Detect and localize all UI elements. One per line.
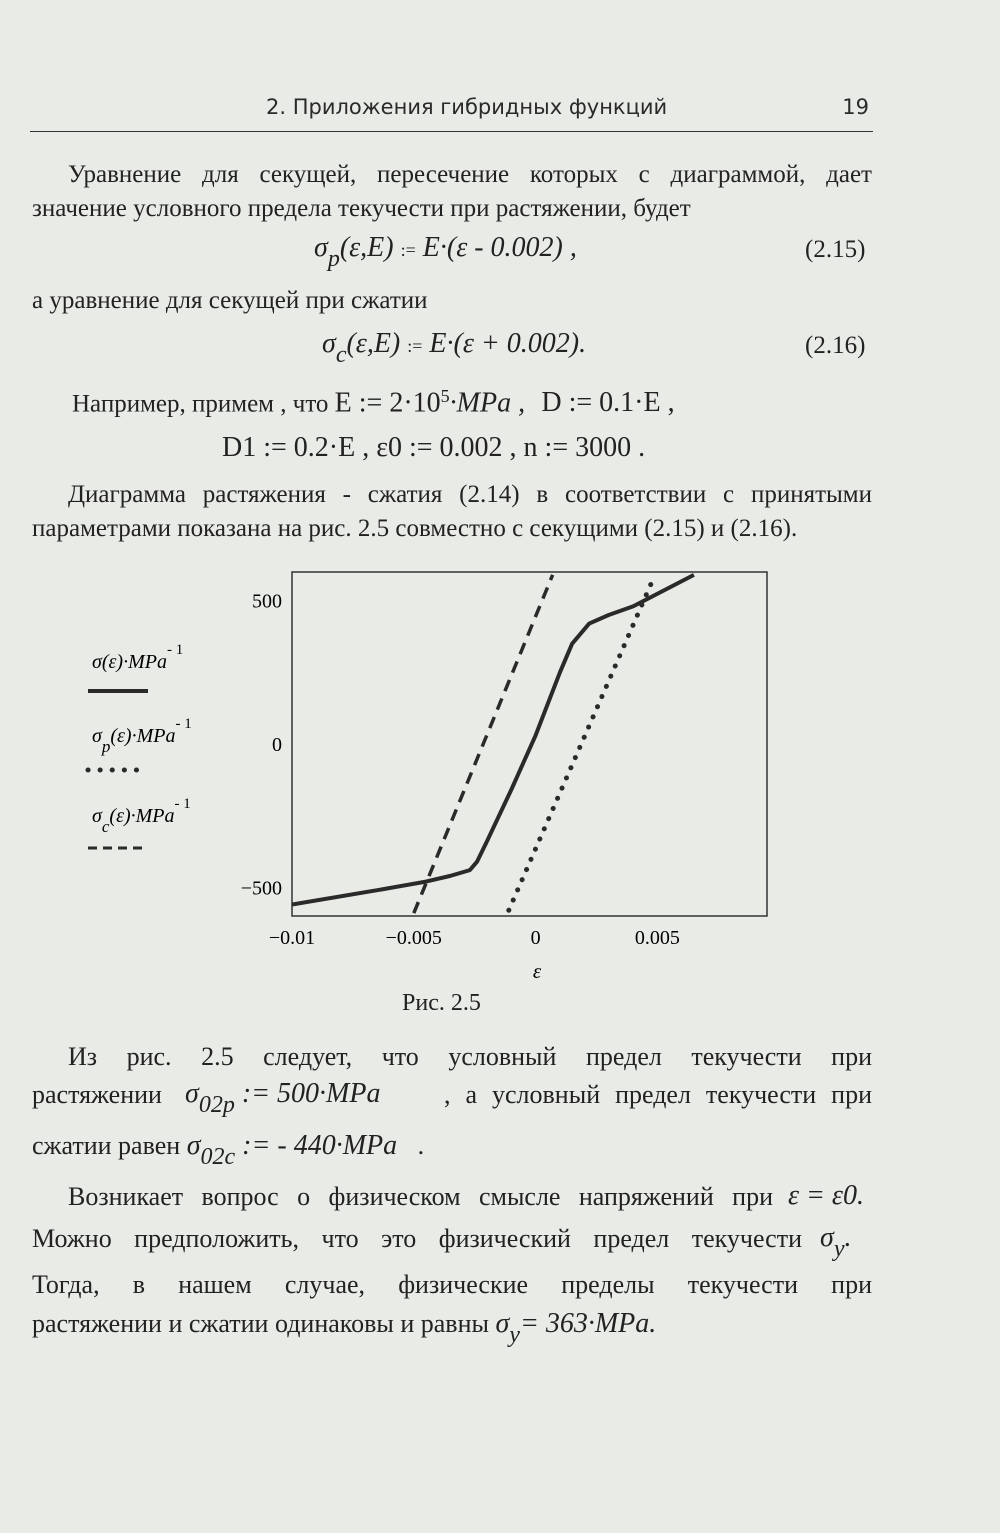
legend-label-sigma-c: $\sigma_c(\varepsilon)\cdot MPa^{- 1}$ bbox=[92, 796, 191, 836]
x-tick-label: −0.01 bbox=[268, 927, 316, 949]
paragraph-5-line-3: Тогда, в нашем случае, физические пределы текучести при bbox=[32, 1270, 872, 1299]
legend-label-sigma: σ(ε)·MPa$^{- 1}$ bbox=[92, 642, 184, 673]
sigma-y-value: $\sigma_y= 363\cdot MPa$. bbox=[495, 1308, 657, 1348]
paragraph-3-line-2: параметрами показана на рис. 2.5 совместно с секущими (2.15) и (2.16). bbox=[32, 515, 798, 542]
p4-text-post: , а условный предел текучести при bbox=[444, 1080, 872, 1109]
eq-sigma: σ bbox=[314, 232, 328, 263]
equation-2-16 bbox=[322, 328, 586, 369]
x-tick-label: −0.005 bbox=[385, 927, 442, 949]
eq-args: (ε,E) bbox=[346, 328, 401, 359]
p4-line3-post: . bbox=[417, 1131, 425, 1160]
paragraph-4-line-1: Из рис. 2.5 следует, что условный предел текучести при bbox=[68, 1042, 872, 1071]
p5-eps-equals-eps0: ε = ε0. bbox=[788, 1180, 864, 1211]
paragraph-5-line-2 bbox=[32, 1222, 874, 1262]
param-D1: D1 := 0.2·E , bbox=[222, 432, 370, 463]
param-E-exponent: 5 bbox=[440, 386, 450, 406]
y-tick-label: −500 bbox=[240, 877, 282, 900]
eq-sub: c bbox=[335, 342, 347, 368]
eq-assign: := bbox=[400, 240, 416, 260]
equation-2-15 bbox=[314, 232, 577, 273]
parameters-line-2 bbox=[222, 432, 645, 464]
paragraph-4-line-2 bbox=[32, 1078, 872, 1118]
p4-text-pre: растяжении bbox=[32, 1080, 162, 1109]
sigma-y-symbol: $\sigma_y$. bbox=[820, 1222, 852, 1262]
chart-legend bbox=[88, 642, 192, 848]
eq-args: (ε,E) bbox=[339, 232, 394, 263]
eq-sigma: σ bbox=[322, 328, 336, 359]
equation-number-2-15: (2.15) bbox=[805, 236, 866, 263]
paragraph-5-line-4 bbox=[32, 1308, 656, 1349]
header-title: 2. Приложения гибридных функций bbox=[266, 95, 668, 119]
params-intro: Например, примем , что bbox=[72, 390, 329, 418]
sigma-02c-expression: $\sigma_{02c}$ := - 440·MPa bbox=[186, 1130, 398, 1170]
p5-line4-pre: растяжении и сжатии одинаковы и равны bbox=[32, 1309, 489, 1338]
paragraph-2: а уравнение для секущей при сжатии bbox=[32, 287, 428, 314]
paragraph-1-line-1: Уравнение для секущей, пересечение которых с диаграммой, дает bbox=[68, 161, 872, 188]
plot-frame bbox=[292, 572, 767, 916]
paragraph-3-line-1: Диаграмма растяжения - сжатия (2.14) в соответствии с принятыми bbox=[68, 481, 872, 508]
eq-sub: p bbox=[327, 246, 340, 272]
y-tick-label: 500 bbox=[252, 590, 282, 613]
p5-line1-pre: Возникает вопрос о физическом смысле напряжений при bbox=[68, 1182, 773, 1211]
param-E-unit: ·MPa , bbox=[449, 387, 526, 419]
param-D: D := 0.1·E , bbox=[541, 387, 675, 419]
y-tick-labels bbox=[241, 591, 282, 900]
running-header bbox=[30, 95, 873, 132]
x-tick-labels bbox=[269, 927, 680, 949]
equation-number-2-16: (2.16) bbox=[805, 332, 866, 359]
x-axis-label: ε bbox=[532, 959, 542, 983]
eq-assign: := bbox=[407, 336, 423, 356]
chart-series bbox=[292, 575, 694, 913]
figure-caption: Рис. 2.5 bbox=[402, 990, 481, 1016]
paragraph-5-line-1 bbox=[68, 1180, 874, 1216]
figure-2-5-chart bbox=[0, 560, 1000, 1020]
paragraph-1-line-2: значение условного предела текучести при растяжении, будет bbox=[32, 195, 691, 222]
legend-label-sigma-p: $\sigma_p(\varepsilon)\cdot MPa^{- 1}$ bbox=[92, 716, 192, 756]
eq-rhs: E·(ε - 0.002) , bbox=[422, 232, 577, 263]
sigma-02p-expression: $\sigma_{02p}$ := 500·MPa bbox=[185, 1078, 381, 1118]
eq-rhs: E·(ε + 0.002). bbox=[429, 328, 587, 359]
p5-line2-pre: Можно предположить, что это физический предел текучести bbox=[32, 1224, 802, 1253]
page-number: 19 bbox=[842, 95, 869, 119]
paragraph-4-line-3 bbox=[32, 1130, 424, 1171]
param-n: n := 3000 . bbox=[523, 432, 646, 463]
parameters-line-1 bbox=[72, 386, 675, 419]
x-tick-label: 0.005 bbox=[634, 927, 680, 949]
param-E: E := 2·10 bbox=[334, 387, 441, 419]
x-tick-label: 0 bbox=[530, 927, 541, 949]
y-tick-label: 0 bbox=[272, 734, 282, 756]
param-eps0: ε0 := 0.002 , bbox=[376, 432, 517, 463]
p4-line3-pre: сжатии равен bbox=[32, 1131, 181, 1160]
